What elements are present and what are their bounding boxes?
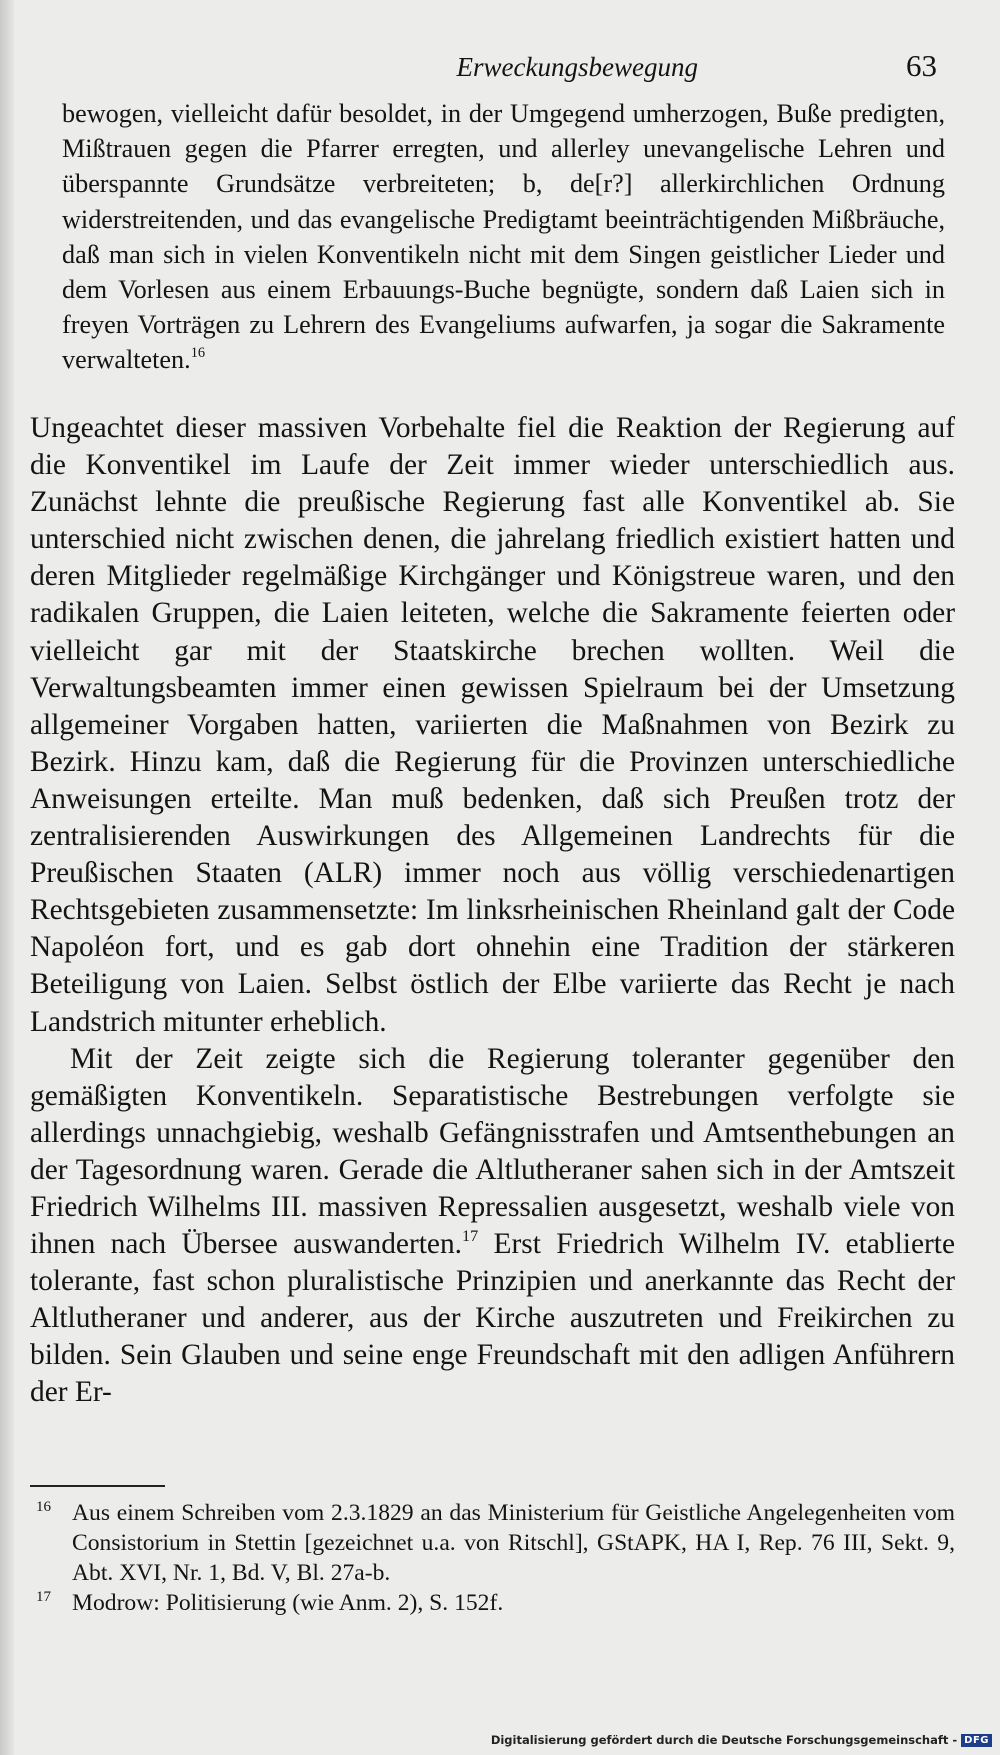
- footnote-number: 17: [36, 1589, 51, 1605]
- page-binding-shadow: [0, 0, 14, 1755]
- paragraph-2: [30, 1041, 955, 1412]
- footnote-ref-16: 16: [190, 345, 206, 362]
- running-head: [30, 50, 955, 90]
- quote-text: bewogen, vielleicht dafür besoldet, in der Umgegend umherzogen, Buße predigten, Mißtrauen gegen die Pfarrer erregten, und allerley unevangelische Lehren und überspannte Grundsätze verbreiteten; b, de[r?] allerkirchlichen Ordnung widerstreitenden, und das evangelische Predigtamt beeinträchtigenden Mißbräuche, daß man sich in vielen Konventikeln nicht mit dem Singen geistlicher Lieder und dem Vorlesen aus einem Erbauungs-Buche begnügte, sondern daß Laien sich in freyen Vorträgen zu Lehrern des Evangeliums aufwarfen, ja sogar die Sakramente verwalteten.: [62, 99, 945, 375]
- footnote-text: Modrow: Politisierung (wie Anm. 2), S. 152f.: [72, 1590, 504, 1616]
- footnote-ref-17: 17: [462, 1227, 479, 1245]
- footnote-17: [30, 1588, 955, 1618]
- footnote-separator: [30, 1485, 165, 1487]
- digitization-credit-text: Digitalisierung gefördert durch die Deutsche Forschungsgemeinschaft -: [490, 1733, 958, 1747]
- paragraph-1: Ungeachtet dieser massiven Vorbehalte fiel die Reaktion der Regierung auf die Konventikel im Laufe der Zeit immer wieder unterschiedlich aus. Zunächst lehnte die preußische Regierung fast alle Konventikel ab. Sie unterschied nicht zwischen denen, die jahrelang friedlich existiert hatten und deren Mitglieder regelmäßige Kirchgänger und Königstreue waren, und den radikalen Gruppen, die Laien leiteten, welche die Sakramente feierten oder vielleicht gar mit der Staatskirche brechen wollten. Weil die Verwaltungsbeamten immer einen gewissen Spielraum bei der Umsetzung allgemeiner Vorgaben hatten, variierten die Maßnahmen von Bezirk zu Bezirk. Hinzu kam, daß die Regierung für die Provinzen unterschiedliche Anweisungen erteilte. Man muß bedenken, daß sich Preußen trotz der zentralisierenden Auswirkungen des Allgemeinen Landrechts für die Preußischen Staaten (ALR) immer noch aus völlig verschiedenartigen Rechtsgebieten zusammensetzte: Im linksrheinischen Rheinland galt der Code Napoléon fort, und es gab dort ohnehin eine Tradition der stärkeren Beteiligung von Laien. Selbst östlich der Elbe variierte das Recht je nach Landstrich mitunter erheblich.: [30, 412, 955, 1038]
- dfg-logo: DFG: [961, 1734, 992, 1747]
- body-text: [30, 410, 955, 1412]
- paragraph-2-part-2: Erst Friedrich Wilhelm IV. etablierte tolerante, fast schon pluralistische Prinzipien und anerkannte das Recht der Altlutheraner und anderer, aus der Kirche auszutreten und Freikirchen zu bilden. Sein Glauben und seine enge Freundschaft mit den adligen Anführern der Er-: [30, 1228, 955, 1409]
- page-number: 63: [906, 48, 937, 83]
- digitization-credit: [491, 1733, 992, 1747]
- footnote-text: Aus einem Schreiben vom 2.3.1829 an das Ministerium für Geistliche Angelegenheiten vom Consistorium in Stettin [gezeichnet u.a. von Ritschl], GStAPK, HA I, Rep. 76 III, Sekt. 9, Abt. XVI, Nr. 1, Bd. V, Bl. 27a-b.: [72, 1500, 955, 1586]
- footnote-number: 16: [36, 1499, 51, 1515]
- footnote-16: [30, 1498, 955, 1588]
- running-title: Erweckungsbewegung: [456, 52, 698, 82]
- book-page: [30, 0, 958, 1755]
- footnotes: [30, 1498, 955, 1618]
- paragraph-2-part-1: Mit der Zeit zeigte sich die Regierung toleranter gegenüber den gemäßigten Konventikeln. Separatistische Bestrebungen verfolgte sie allerdings unnachgiebig, weshalb Gefängnisstrafen und Amtsenthebungen an der Tagesordnung waren. Gerade die Altlutheraner sahen sich in der Amtszeit Friedrich Wilhelms III. massiven Repressalien ausgesetzt, weshalb viele von ihnen nach Übersee auswanderten.: [30, 1042, 955, 1261]
- block-quote: [62, 96, 945, 378]
